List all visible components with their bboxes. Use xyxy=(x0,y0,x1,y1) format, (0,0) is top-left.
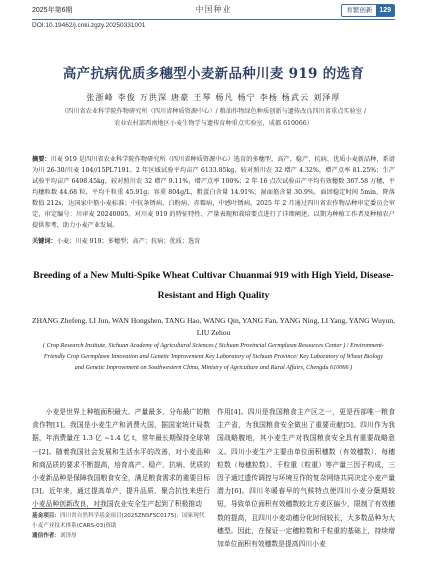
corresponding-label: 通信作者： xyxy=(32,533,60,539)
english-authors: ZHANG Zhefeng, LI Jun, WAN Hongshen, TANG Hao, WANG Qin, YANG Fan, YANG Ning, LI Yang, YANG Wuyun, LIU Zehou xyxy=(32,316,395,337)
fund-note xyxy=(32,511,210,531)
keywords-text: 小麦；川麦 919；多穗型；高产；抗病；优质；选育 xyxy=(56,238,201,245)
chinese-authors: 张浙峰 李俊 万洪深 唐豪 王琴 杨凡 杨宁 李杨 杨武云 刘泽厚 xyxy=(86,93,341,102)
journal-name: 中国种业 xyxy=(195,5,232,14)
chinese-title: 高产抗病优质多穗型小麦新品种川麦 919 的选育 xyxy=(62,66,365,82)
body-column-left: 小麦是世界上种植面积最大、产量最多、分布最广的粮食作物[1]。我国是小麦生产和消费大国，据国家统计局数据，年消费量在 1.3 亿 ~1.4 亿 t，常年最长期保持全球第一[2]。随着我国社会发展和生活水平的改善，对小麦品种和商品质的要求不断提高，培育高产、稳产、抗病、优质的小麦新品种是保障我国粮食安全，满足粮食需求的重要目标[3]。近年来，通过提高单产，提升品质、聚合抗性来进行小麦品种创新改良，对我国农业安全生产起到了积极推动 xyxy=(32,408,210,509)
body-column-right: 作用[4]。四川是我国粮食主产区之一，更是西部唯一粮食主产省，为我国粮食安全做出了重要贡献[5]。四川作为我国战略腹地，其小麦生产对我国粮食安全具有重要战略意义。四川小麦生产主要由单位面积穗数（有效穗数）、每穗粒数（每穗粒数）、千粒重（粒重）等产量三因子构成，三因子通过遗传调控与环境互作的复杂网络共同决定小麦产量潜力[6]。四川冬暖春早的气候特点使四川小麦分蘖期较短，导致单位面积有效穗数较北方麦区偏少，限制了有效穗数的提高，且四川小麦动穗分化时间较长，大多数品种为大穗型。因此，在保证一定穗粒数和千粒重的基础上，持续增加单位面积有效穗数是提高四川小麦 xyxy=(217,408,395,549)
chinese-affiliation-line: 农业农村部西南地区小麦生物学与遗传育种重点实验室，成都 610066） xyxy=(114,120,313,127)
keywords-label: 关键词： xyxy=(32,238,57,245)
section-label: 育繁创新 xyxy=(346,7,373,14)
doi[interactable]: DOI:10.19462/j.cnki.zgzy.20250331001 xyxy=(32,22,146,29)
chinese-affiliations xyxy=(40,106,387,130)
fund-text: 四川省自然科学基金项目(2025ZNSFSC0175)；国家现代小麦产业技术体系(CARS-03)资助 xyxy=(32,513,205,529)
fund-label: 基金项目： xyxy=(32,513,60,519)
abstract-label: 摘要： xyxy=(32,156,51,163)
chinese-affiliation-line: （四川省农业科学院作物研究所（四川省种质资源中心）/ 粮油作物绿色种质创新与遗传改良四川省重点实验室 / xyxy=(60,108,367,115)
corresponding-note xyxy=(32,531,210,541)
abstract-text: 川麦 919 是四川省农业科学院作物研究所（四川省种质资源中心）选育的多穗型、高产、稳产、抗病、优质小麦新品种，系谱为川 26-30/川麦 104//15PL7191。2 年区域试验平均亩产 6133.85kg，较对照川农 32 增产 4.32%，增产点率 81.25%；生产试验平均亩产 6498.45kg，较对照川农 32 增产 9.11%，增产点率 100%；2 年 16 点次试验亩产平均有效穗数 367.58 万穗，平均穗粒数 44.68 粒，平均千粒重 45.91g；容重 804g/L，粗蛋白含量 14.91%，湿面筋含量 30.9%，面团稳定时间 5min，降落数值 212s，达国家中筋小麦标准；中抗条锈病、白粉病、赤霉病，中感叶锈病。2025 年 2 月通过四川省农作物品种审定委员会审定，审定编号：川审麦 20240005。对川麦 919 的特征特性、产量表现和栽培要点进行了详细阐述，以期为种植工作者及种植农户提供参考，助力小麦产业发展。 xyxy=(32,156,395,229)
header-rule xyxy=(32,19,395,20)
english-title: Breeding of a New Multi-Spike Wheat Cultivar Chuanmai 919 with High Yield, Disease-Resistant and High Quality xyxy=(33,270,394,301)
footnotes xyxy=(32,511,210,541)
corresponding-text: 刘泽厚 xyxy=(59,533,77,539)
page-header xyxy=(32,4,395,18)
english-affiliation: ( Crop Research Institute, Sichuan Academy of Agricultural Sciences ( Sichuan Provincial Germplasm Resources Center ) / Environment-Friendly Crop Germplasm Innovation and Genetic Improvement Key Laboratory of Sichuan Province/ Key Laboratory of Wheat Biology and Genetic Improvement on Southwestern China, Ministry of Agriculture and Rural Affairs, Chengdu 610066 ) xyxy=(43,342,384,371)
footnote-rule xyxy=(32,508,102,509)
chinese-abstract xyxy=(32,154,395,231)
issue-label: 2025年第6期 xyxy=(32,7,73,14)
page-number: 129 xyxy=(376,5,394,16)
chinese-keywords xyxy=(32,236,395,245)
section-badge xyxy=(341,4,395,17)
